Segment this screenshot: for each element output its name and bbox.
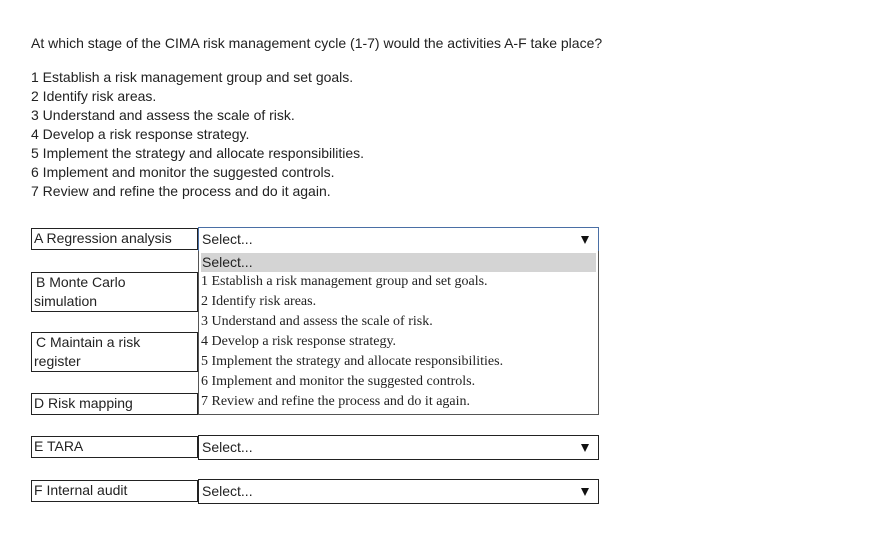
dropdown-option[interactable]: 7 Review and refine the process and do it again.	[201, 394, 471, 409]
activity-label-line: B Monte Carlo	[36, 274, 126, 290]
triangle-down-icon	[581, 444, 589, 452]
select-value: Select...	[202, 483, 253, 499]
activity-label-line: D Risk mapping	[34, 395, 133, 411]
triangle-down-icon	[581, 236, 589, 244]
activity-select-f[interactable]	[198, 479, 599, 504]
activity-label-line: C Maintain a risk	[36, 334, 141, 350]
dropdown-option[interactable]: 1 Establish a risk management group and set goals.	[201, 274, 488, 289]
stage-item: 2 Identify risk areas.	[31, 88, 157, 104]
dropdown-option[interactable]: 2 Identify risk areas.	[201, 294, 317, 309]
dropdown-list	[198, 251, 599, 415]
activity-label-c	[31, 332, 198, 372]
activity-select-e[interactable]	[198, 435, 599, 460]
activity-label-line: E TARA	[34, 438, 84, 454]
activity-label-line: register	[34, 353, 81, 369]
activity-select-a[interactable]	[198, 227, 599, 252]
select-value: Select...	[202, 439, 253, 455]
activity-label-b	[31, 272, 198, 312]
activity-label-a	[31, 228, 198, 250]
activity-label-line: simulation	[34, 293, 98, 309]
dropdown-option[interactable]: 3 Understand and assess the scale of risk.	[201, 314, 433, 329]
dropdown-option[interactable]: 6 Implement and monitor the suggested controls.	[201, 374, 476, 389]
stage-item: 6 Implement and monitor the suggested controls.	[31, 164, 335, 180]
activity-label-line: A Regression analysis	[34, 230, 172, 246]
activity-label-f	[31, 480, 198, 502]
activity-label-d	[31, 393, 198, 415]
question-text: At which stage of the CIMA risk management cycle (1-7) would the activities A-F take place?	[31, 35, 603, 51]
stage-item: 4 Develop a risk response strategy.	[31, 126, 250, 142]
activity-label-line: F Internal audit	[34, 482, 128, 498]
dropdown-option[interactable]: 4 Develop a risk response strategy.	[201, 334, 397, 349]
activity-label-e	[31, 436, 198, 458]
dropdown-option-select[interactable]: Select...	[201, 253, 596, 272]
stage-item: 5 Implement the strategy and allocate responsibilities.	[31, 145, 365, 161]
stage-item: 7 Review and refine the process and do it again.	[31, 183, 331, 199]
dropdown-option[interactable]: 5 Implement the strategy and allocate responsibilities.	[201, 354, 504, 369]
select-value: Select...	[202, 231, 253, 247]
triangle-down-icon	[581, 488, 589, 496]
stage-item: 3 Understand and assess the scale of risk.	[31, 107, 295, 123]
stage-list	[31, 68, 364, 201]
stage-item: 1 Establish a risk management group and set goals.	[31, 69, 354, 85]
